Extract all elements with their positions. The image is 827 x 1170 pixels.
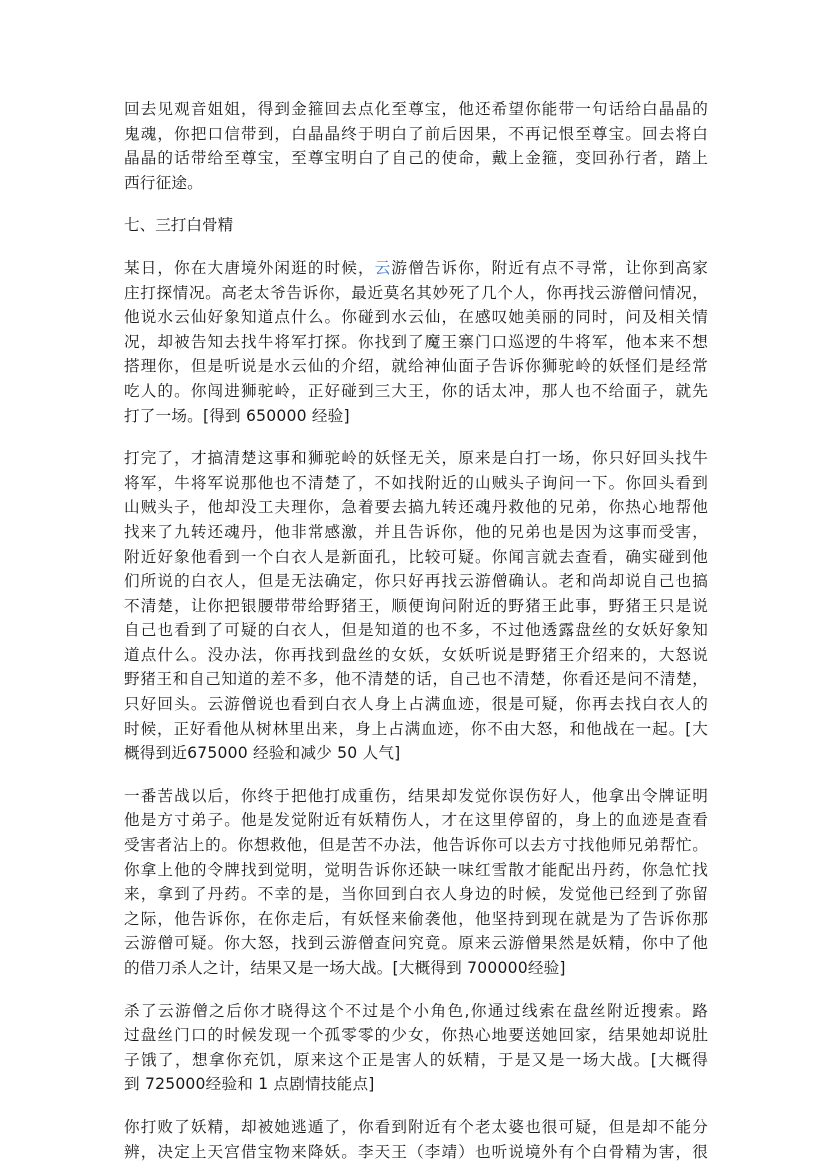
text-line: 西行征途。 — [124, 173, 203, 192]
text-line: 子饿了，想拿你充饥，原来这个正是害人的妖精，于是又是一场大战。[大概得 — [124, 1050, 708, 1069]
text-line: 搭理你，但是听说是水云仙的介绍，就给神仙面子告诉你狮驼岭的妖怪们是经常 — [124, 357, 708, 376]
paragraph-4 — [124, 784, 708, 981]
text-line: 你拿上他的令牌找到觉明，觉明告诉你还缺一味红雪散才能配出丹药，你急忙找 — [124, 860, 708, 879]
text-line: 之际，他告诉你，在你走后，有妖怪来偷袭他，他坚持到现在就是为了告诉你那 — [124, 909, 708, 928]
text-line: 况，却被告知去找牛将军打探。你找到了魔王寨门口巡逻的牛将军，他本来不想 — [124, 332, 708, 351]
text-line: 自己也看到了可疑的白衣人，但是知道的也不多，不过他透露盘丝的女妖好象知 — [124, 621, 708, 640]
text-line: 野猪王和自己知道的差不多，他不清楚的话，自己也不清楚，你看还是问不清楚， — [124, 670, 708, 689]
text-line: 庄打探情况。高老太爷告诉你，最近莫名其妙死了几个人，你再找云游僧问情况， — [124, 283, 708, 302]
section-heading: 七、三打白骨精 — [124, 216, 234, 235]
text-line: 附近好象他看到一个白衣人是新面孔，比较可疑。你闻言就去查看，确实碰到他 — [124, 547, 708, 566]
paragraph-5 — [124, 999, 708, 1097]
paragraph-3 — [124, 446, 708, 766]
text-line: 鬼魂，你把口信带到，白晶晶终于明白了前后因果，不再记恨至尊宝。回去将白 — [124, 124, 708, 143]
text-line: 过盘丝门口的时候发现一个孤零零的少女，你热心地要送她回家，结果她却说肚 — [124, 1026, 708, 1045]
text-segment: 某日，你在大唐境外闲逛的时候， — [124, 258, 375, 277]
text-line: 晶晶的话带给至尊宝，至尊宝明白了自己的使命，戴上金箍，变回孙行者，踏上 — [124, 149, 708, 168]
text-line: 受害者沾上的。你想救他，但是苦不办法，他告诉你可以去方寸找他师兄弟帮忙。 — [124, 836, 708, 855]
text-line: 将军，牛将军说那他也不清楚了，不如找附近的山贼头子询问一下。你回头看到 — [124, 473, 708, 492]
text-line: 不清楚，让你把银腰带带给野猪王，顺便询问附近的野猪王此事，野猪王只是说 — [124, 596, 708, 615]
text-line: 你打败了妖精，却被她逃遁了，你看到附近有个老太婆也很可疑，但是却不能分 — [124, 1117, 708, 1136]
text-line: 他说水云仙好象知道点什么。你碰到水云仙，在感叹她美丽的同时，问及相关情 — [124, 308, 708, 327]
text-line: 道点什么。没办法，你再找到盘丝的女妖，女妖听说是野猪王介绍来的，大怒说 — [124, 645, 708, 664]
text-line: 只好回头。云游僧说也看到白衣人身上占满血迹，很是可疑，你再去找白衣人的 — [124, 695, 708, 714]
text-line: 概得到近675000 经验和减少 50 人气] — [124, 744, 401, 763]
text-line: 们所说的白衣人，但是无法确定，你只好再找云游僧确认。老和尚却说自己也搞 — [124, 572, 708, 591]
text-line: 的借刀杀人之计，结果又是一场大战。[大概得到 700000经验] — [124, 959, 566, 977]
text-line: 回去见观音姐姐，得到金箍回去点化至尊宝，他还希望你能带一句话给白晶晶的 — [124, 100, 708, 118]
text-line: 打了一场。[得到 650000 经验] — [124, 406, 350, 425]
text-line: 他是方寸弟子。他是发觉附近有妖精伤人，才在这里停留的，身上的血迹是查看 — [124, 811, 708, 830]
text-line: 云游僧可疑。你大怒，找到云游僧查问究竟。原来云游僧果然是妖精，你中了他 — [124, 934, 708, 953]
text-line: 时候，正好看他从树林里出来，身上占满血迹，你不由大怒，和他战在一起。[大 — [124, 719, 708, 738]
text-line: 一番苦战以后，你终于把他打成重伤，结果却发觉你误伤好人，他拿出令牌证明 — [124, 786, 708, 805]
text-line: 找来了九转还魂丹，他非常感激，并且告诉你，他的兄弟也是因为这事而受害， — [124, 522, 708, 541]
text-line: 吃人的。你闯进狮驼岭，正好碰到三大王，你的话太冲，那人也不给面子，就先 — [124, 381, 708, 400]
highlighted-text: 云 — [374, 258, 392, 277]
text-line: 打完了，才搞清楚这事和狮驼岭的妖怪无关，原来是白打一场，你只好回头找牛 — [124, 449, 708, 468]
text-line: 山贼头子，他却没工夫理你，急着要去搞九转还魂丹救他的兄弟，你热心地帮他 — [124, 498, 708, 517]
text-line — [124, 256, 708, 281]
document-body — [124, 97, 708, 1164]
paragraph-2 — [124, 256, 708, 428]
text-line: 辨，决定上天宫借宝物来降妖。李天王（李靖）也听说境外有个白骨精为害，很 — [124, 1142, 708, 1161]
paragraph-1 — [124, 97, 708, 195]
text-line: 到 725000经验和 1 点剧情技能点] — [124, 1075, 375, 1094]
text-line: 杀了云游僧之后你才晓得这个不过是个小角色,你通过线索在盘丝附近搜索。路 — [124, 1001, 708, 1020]
text-line: 来，拿到了丹药。不幸的是，当你回到白衣人身边的时候，发觉他已经到了弥留 — [124, 885, 708, 904]
paragraph-6 — [124, 1115, 708, 1164]
text-segment: 游僧告诉你，附近有点不寻常，让你到高家 — [391, 258, 708, 277]
